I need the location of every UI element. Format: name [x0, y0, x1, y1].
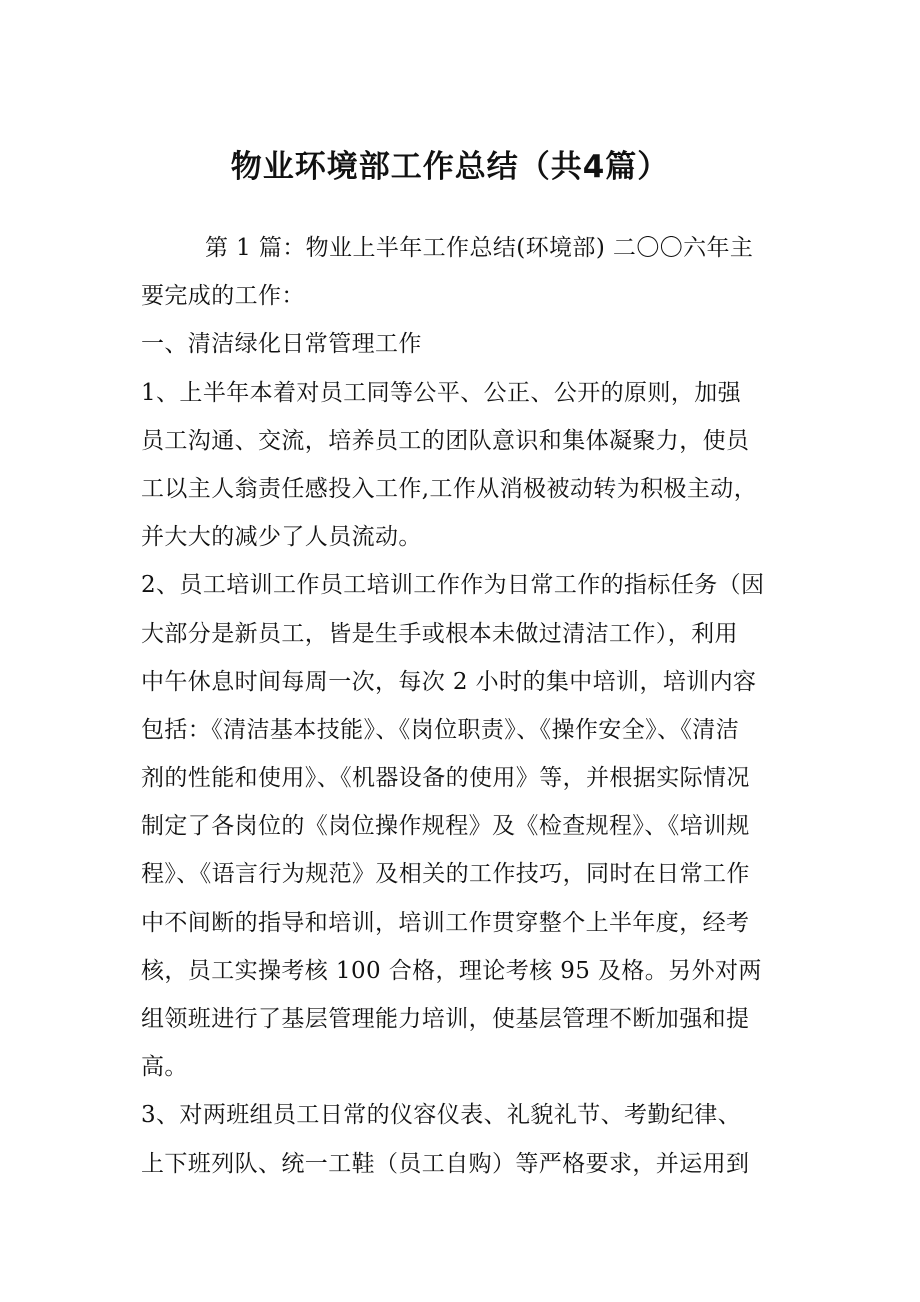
paragraph-line: 包括：《清洁基本技能》、《岗位职责》、《操作安全》、《清洁: [141, 716, 740, 743]
paragraph-line: 程》、《语言行为规范》及相关的工作技巧，同时在日常工作: [141, 861, 750, 888]
document-body: [141, 224, 783, 1188]
paragraph-line: 组领班进行了基层管理能力培训，使基层管理不断加强和提: [141, 1006, 750, 1032]
paragraph-line: 员工沟通、交流，培养员工的团队意识和集体凝聚力，使员: [141, 427, 750, 454]
paragraph-line: 第 1 篇：物业上半年工作总结(环境部) 二〇〇六年主: [205, 235, 754, 261]
paragraph-line: 上下班列队、统一工鞋（员工自购）等严格要求，并运用到: [141, 1150, 750, 1177]
paragraph-line: 剂的性能和使用》、《机器设备的使用》等，并根据实际情况: [141, 765, 750, 792]
paragraph-line: 大部分是新员工，皆是生手或根本未做过清洁工作），利用: [141, 620, 738, 647]
paragraph-line: 2、员工培训工作员工培训工作作为日常工作的指标任务（因: [141, 572, 765, 599]
paragraph-line: 中午休息时间每周一次，每次 2 小时的集中培训，培训内容: [141, 668, 757, 695]
paragraph-line: 3、对两班组员工日常的仪容仪表、礼貌礼节、考勤纪律、: [141, 1102, 742, 1129]
paragraph-line: 核，员工实操考核 100 合格，理论考核 95 及格。另外对两: [141, 957, 762, 984]
paragraph-line: 要完成的工作：: [141, 283, 305, 310]
paragraph-line: 中不间断的指导和培训，培训工作贯穿整个上半年度，经考: [141, 909, 750, 936]
document-title: 物业环境部工作总结（共4篇）: [230, 149, 670, 185]
paragraph-line: 1、上半年本着对员工同等公平、公正、公开的原则，加强: [141, 379, 742, 406]
paragraph-line: 并大大的减少了人员流动。: [141, 524, 422, 551]
paragraph-line: 制定了各岗位的《岗位操作规程》及《检查规程》、《培训规: [141, 813, 750, 840]
paragraph-line: 高。: [141, 1054, 188, 1081]
section-heading: 一、清洁绿化日常管理工作: [141, 331, 422, 358]
paragraph-line: 工以主人翁责任感投入工作,工作从消极被动转为积极主动，: [141, 475, 758, 502]
